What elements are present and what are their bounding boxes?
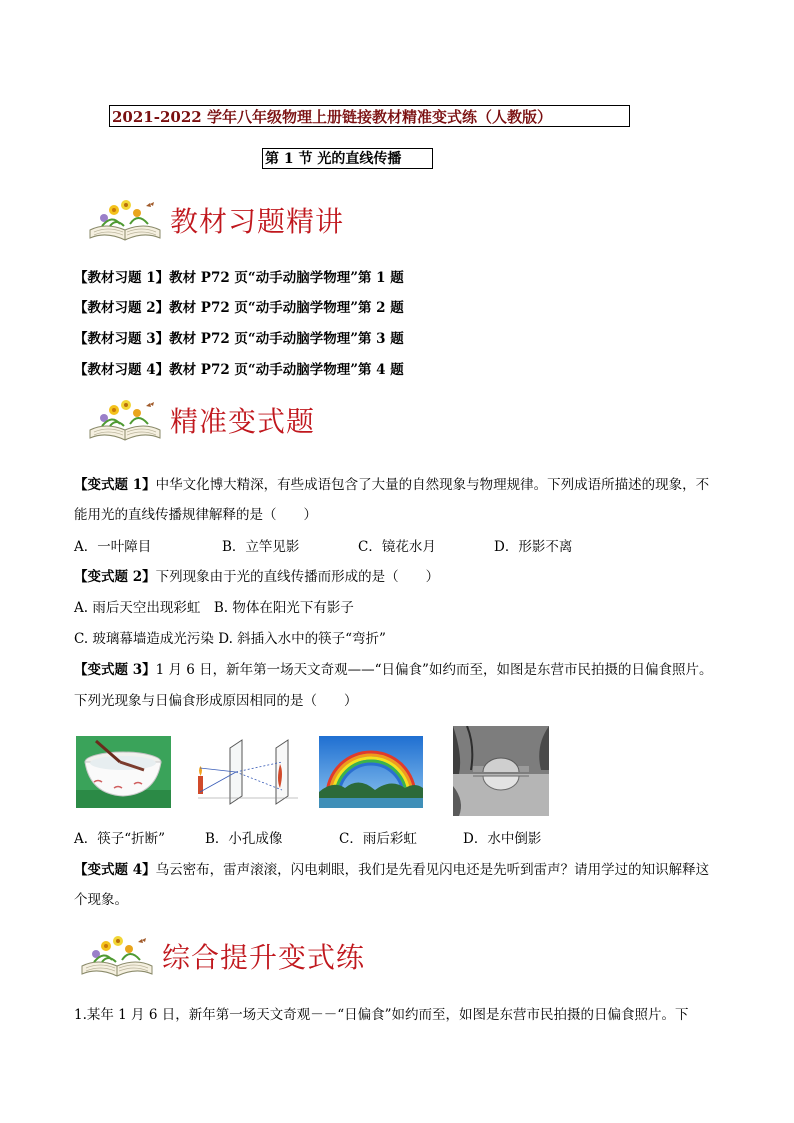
item-text: 教材 P72 页“动手动脑学物理”第 3 题 (169, 331, 404, 347)
question-text: 下列现象由于光的直线传播而形成的是（ ） (155, 569, 440, 585)
option-d: D．水中倒影 (463, 831, 542, 847)
question-text: 中华文化博大精深，有些成语包含了大量的自然现象与物理规律。下列成语所描述的现象，不 (155, 477, 710, 493)
question-tag: 【变式题 1】 (74, 477, 156, 493)
option-d: D．形影不离 (494, 539, 573, 555)
question-1-line-1 (74, 475, 709, 495)
option-c: C．镜花水月 (358, 539, 436, 555)
open-book-flower-icon (86, 396, 164, 444)
section-header-2 (86, 396, 315, 444)
photo-chopstick-in-bowl (76, 736, 171, 808)
section-subtitle: 第 1 节 光的直线传播 (262, 148, 433, 169)
question-3-line-2: 下列光现象与日偏食形成原因相同的是（ ） (74, 693, 358, 709)
question-4-line-1 (74, 860, 709, 880)
option-b: B．小孔成像 (205, 831, 283, 847)
question-1-options (74, 537, 572, 557)
item-text: 教材 P72 页“动手动脑学物理”第 2 题 (169, 300, 404, 316)
section-title-textbook: 教材习题精讲 (170, 205, 345, 238)
item-text: 教材 P72 页“动手动脑学物理”第 4 题 (169, 362, 404, 378)
question-3-line-1 (74, 660, 712, 680)
question-tag: 【变式题 4】 (74, 862, 156, 878)
document-title: 2021-2022 学年八年级物理上册链接教材精准变式练（人教版） (109, 105, 630, 127)
question-1-line-2: 能用光的直线传播规律解释的是（ ） (74, 507, 317, 523)
photo-reflection-in-water (453, 726, 549, 816)
option-b: B．立竿见影 (222, 539, 300, 555)
open-book-flower-icon (86, 196, 164, 244)
diagram-pinhole-imaging (190, 736, 303, 808)
question-3-options (74, 829, 541, 849)
question-tag: 【变式题 2】 (74, 569, 156, 585)
question-4-line-2: 个现象。 (74, 892, 128, 908)
list-item (74, 298, 404, 318)
option-c: C．雨后彩虹 (339, 831, 417, 847)
list-item (74, 329, 404, 349)
question-text: 乌云密布，雷声滚滚，闪电刺眼，我们是先看见闪电还是先听到雷声？请用学过的知识解释这 (155, 862, 710, 878)
question-2-options-cd: C. 玻璃幕墙造成光污染 D. 斜插入水中的筷子“弯折” (74, 631, 386, 647)
list-item (74, 268, 404, 288)
open-book-flower-icon (78, 932, 156, 980)
item-tag: 【教材习题 4】 (74, 362, 170, 378)
option-a: A．筷子“折断” (74, 831, 166, 847)
item-text: 教材 P72 页“动手动脑学物理”第 1 题 (169, 270, 404, 286)
option-a: A．一叶障目 (74, 539, 152, 555)
practice-1-line-1: 1.某年 1 月 6 日，新年第一场天文奇观－－“日偏食”如约而至，如图是东营市民拍摄的日偏食照片。下 (74, 1007, 689, 1023)
section-title-comprehensive: 综合提升变式练 (162, 941, 366, 974)
item-tag: 【教材习题 3】 (74, 331, 170, 347)
question-tag: 【变式题 3】 (74, 662, 156, 678)
question-2-options-ab: A. 雨后天空出现彩虹 B. 物体在阳光下有影子 (74, 600, 354, 616)
list-item (74, 360, 404, 380)
section-header-1 (86, 196, 344, 244)
item-tag: 【教材习题 2】 (74, 300, 170, 316)
section-title-variants: 精准变式题 (170, 405, 316, 438)
question-text: 1 月 6 日，新年第一场天文奇观——“日偏食”如约而至，如图是东营市民拍摄的日偏食照片。 (155, 662, 713, 678)
section-header-3 (78, 932, 365, 980)
item-tag: 【教材习题 1】 (74, 270, 170, 286)
question-2-stem (74, 567, 439, 587)
photo-rainbow (319, 736, 423, 808)
